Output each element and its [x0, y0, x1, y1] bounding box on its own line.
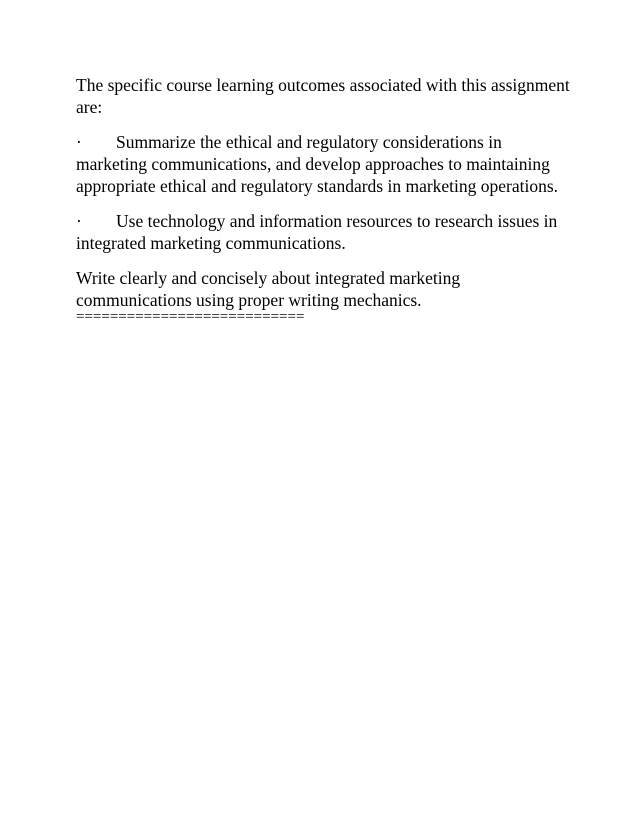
document-body: [76, 74, 576, 323]
bullet-marker-icon: ·: [76, 132, 82, 152]
bullet-item-1: [76, 131, 576, 197]
bullet-item-1-text: Summarize the ethical and regulatory considerations in marketing communications, and develop approaches to maintaining appropriate ethical and regulatory standards in marketing operations.: [76, 132, 559, 196]
bullet-marker-icon: ·: [76, 211, 82, 231]
intro-paragraph: The specific course learning outcomes associated with this assignment are:: [76, 75, 570, 117]
closing-paragraph: Write clearly and concisely about integrated marketing communications using proper writing mechanics.: [76, 268, 461, 310]
separator-line: ===========================: [76, 311, 305, 323]
bullet-item-2: [76, 210, 576, 254]
bullet-item-2-text: Use technology and information resources to research issues in integrated marketing communications.: [76, 211, 558, 253]
